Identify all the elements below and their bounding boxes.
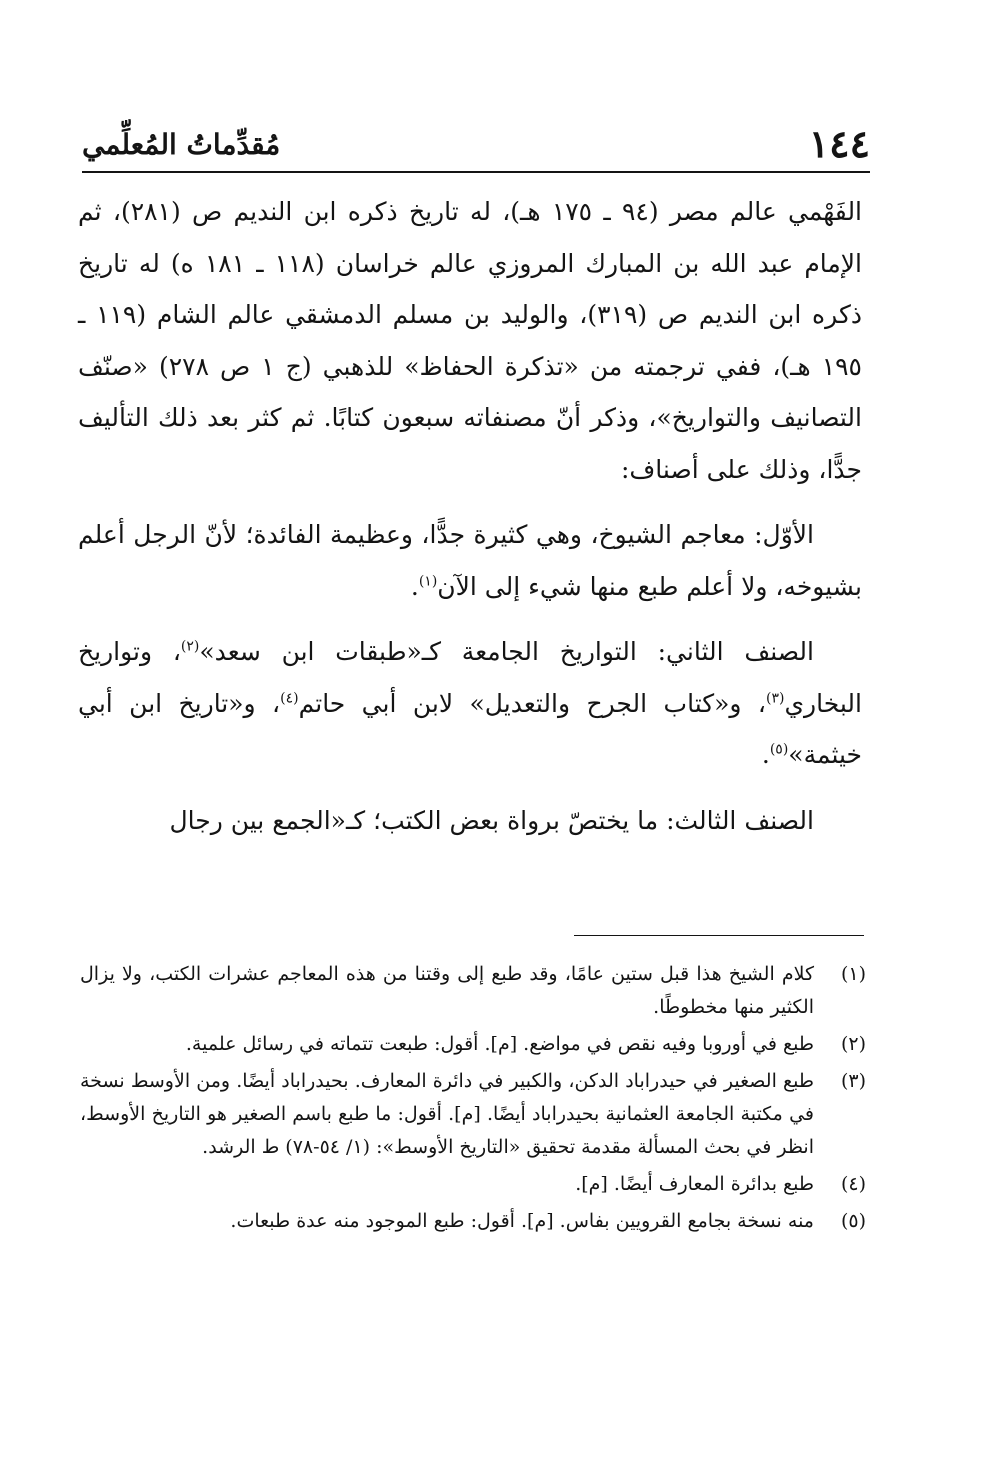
footnote-text: طبع بدائرة المعارف أيضًا. [م]. xyxy=(575,1173,814,1195)
footnote-ref-5[interactable]: (٥) xyxy=(769,741,789,758)
footnote-ref-4[interactable]: (٤) xyxy=(280,690,299,707)
running-title: مُقدِّماتُ المُعلِّمي xyxy=(82,128,281,161)
paragraph-1-line-5: ٢٧٨) «صنّف التصانيف والتواريخ»، وذكر أنّ مصنفاته سبعون كتابًا. ثم كثر xyxy=(78,351,862,432)
footnote-1 xyxy=(80,958,866,1024)
paragraph-1-line-6: بعد ذلك التأليف جدًّا، وذلك على أصناف: xyxy=(78,403,862,484)
main-text xyxy=(78,186,862,846)
paragraph-3-end: . xyxy=(761,740,770,769)
page-header xyxy=(82,118,870,170)
paragraph-1-line-2: ثم الإمام عبد الله بن المبارك المروزي عالم خراسان (١١٨ ـ ١٨١ ه) له xyxy=(78,197,863,278)
footnote-number: (٣) xyxy=(840,1070,866,1092)
paragraph-4-text: الصنف الثالث: ما يختصّ برواة بعض الكتب؛ كـ«الجمع بين رجال xyxy=(169,805,814,835)
footnote-text: كلام الشيخ هذا قبل ستين عامًا، وقد طبع إلى وقتنا من هذه المعاجم عشرات الكتب، ولا يزال الكثير منها مخطوطًا. xyxy=(80,963,814,1018)
paragraph-2-end: . xyxy=(410,571,419,601)
paragraph-2 xyxy=(78,509,862,612)
paragraph-3 xyxy=(78,626,862,781)
footnote-ref-3[interactable]: (٣) xyxy=(766,690,785,707)
footnote-ref-1[interactable]: (١) xyxy=(418,573,438,590)
footnotes xyxy=(80,958,866,1242)
footnote-number: (٢) xyxy=(840,1033,866,1055)
paragraph-3-part-a: الصنف الثاني: التواريخ الجامعة كـ«طبقات ابن سعد» xyxy=(199,637,814,666)
footnote-3 xyxy=(80,1065,866,1164)
paragraph-3-part-c: ، و«كتاب الجرح والتعديل» لابن أبي حاتم xyxy=(298,688,767,718)
paragraph-1-line-3: تاريخ ذكره ابن النديم ص (٣١٩)، والوليد بن مسلم الدمشقي عالم الشام xyxy=(78,248,862,329)
paragraph-2-text: الأوّل: معاجم الشيوخ، وهي كثيرة جدًّا، وعظيمة الفائدة؛ لأنّ الرجل أعلم بشيوخه، ولا أعلم طبع منها شيء إلى الآن xyxy=(78,520,862,601)
header-rule xyxy=(82,171,870,173)
paragraph-3-part-d: ، و«تاريخ ابن أبي خيثمة» xyxy=(78,688,862,769)
footnote-4 xyxy=(80,1168,866,1201)
paragraph-3-part-b: ، وتواريخ البخاري xyxy=(78,637,862,718)
footnote-rule xyxy=(574,935,864,936)
footnote-text: طبع الصغير في حيدراباد الدكن، والكبير في دائرة المعارف. بحيدراباد أيضًا. ومن الأوسط نسخة في مكتبة الجامعة العثمانية بحيدراباد أيضًا. [م]. أقول: ما طبع باسم الصغير هو التاريخ الأوسط، انظر في بحث المسألة مقدمة تحقيق «التاريخ الأوسط»: (١/ ٥٤-٧٨) ط الرشد. xyxy=(80,1070,814,1158)
footnote-2 xyxy=(80,1028,866,1061)
footnote-number: (٤) xyxy=(840,1173,866,1195)
footnote-ref-2[interactable]: (٢) xyxy=(180,638,200,655)
paragraph-1-line-4: (١١٩ ـ ١٩٥ هـ)، ففي ترجمته من «تذكرة الحفاظ» للذهبي (ج ١ ص xyxy=(78,300,862,381)
paragraph-4 xyxy=(78,795,862,847)
footnote-text: طبع في أوروبا وفيه نقص في مواضع. [م]. أقول: طبعت تتماته في رسائل علمية. xyxy=(185,1033,814,1055)
paragraph-1 xyxy=(78,186,862,495)
footnote-text: منه نسخة بجامع القرويين بفاس. [م]. أقول: طبع الموجود منه عدة طبعات. xyxy=(230,1210,814,1232)
paragraph-1-line-1: الفَهْمي عالم مصر (٩٤ ـ ١٧٥ هـ)، له تاريخ ذكره ابن النديم ص (٢٨١)، xyxy=(112,197,863,226)
footnote-number: (٥) xyxy=(840,1210,866,1232)
page-number: ١٤٤ xyxy=(808,121,870,166)
footnote-number: (١) xyxy=(840,963,866,985)
footnote-5 xyxy=(80,1205,866,1238)
